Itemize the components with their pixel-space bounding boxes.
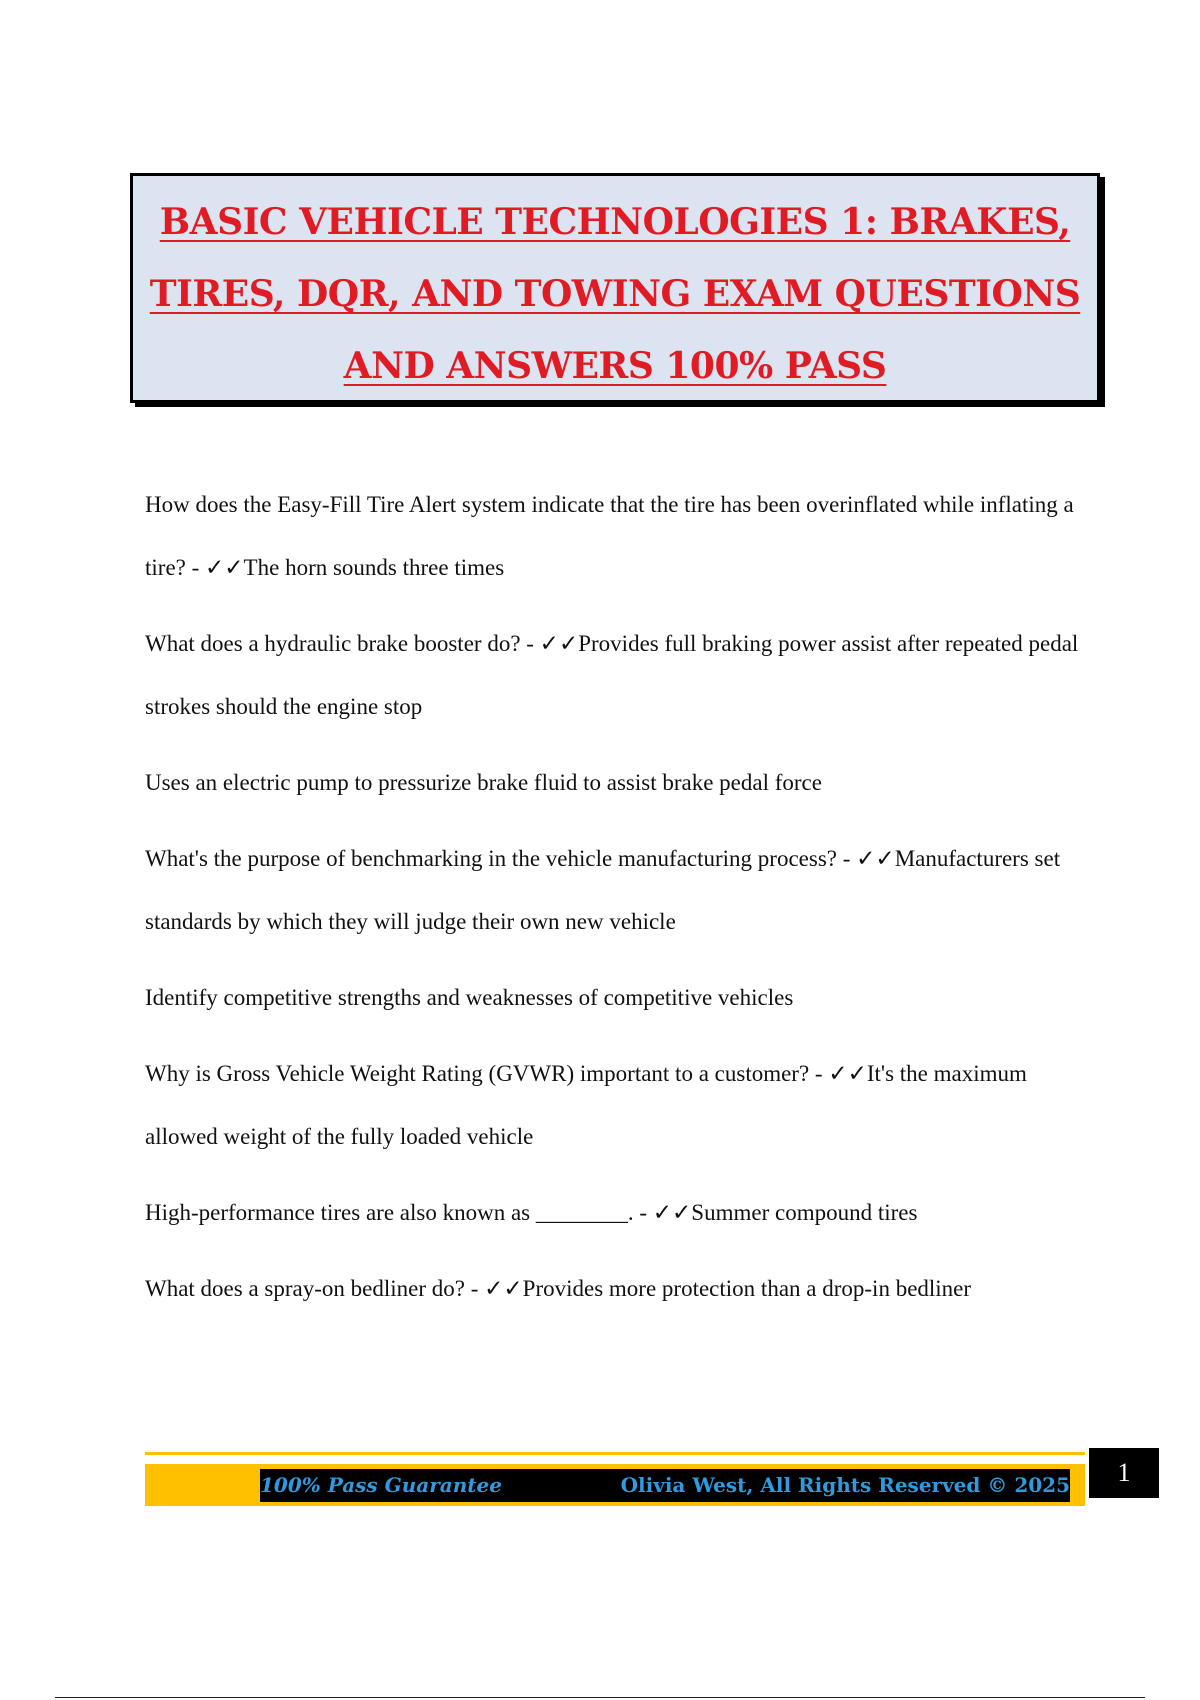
footer-guarantee-text: 100% Pass Guarantee bbox=[260, 1473, 502, 1497]
qa-item: What does a hydraulic brake booster do? - ✓✓Provides full braking power assist after repeated pedal strokes should the engine stop bbox=[145, 631, 1079, 719]
title-line-1: BASIC VEHICLE TECHNOLOGIES 1: BRAKES, bbox=[159, 201, 1071, 243]
qa-item: High-performance tires are also known as ________. - ✓✓Summer compound tires bbox=[145, 1200, 918, 1225]
qa-item: Identify competitive strengths and weaknesses of competitive vehicles bbox=[145, 985, 794, 1010]
title-line-3: AND ANSWERS 100% PASS bbox=[343, 345, 887, 387]
qa-item: Why is Gross Vehicle Weight Rating (GVWR) important to a customer? - ✓✓It's the maximum allowed weight of the fully loaded vehicle bbox=[145, 1061, 1027, 1149]
bottom-divider bbox=[55, 1697, 1145, 1698]
footer-text-band bbox=[260, 1469, 1070, 1502]
page-number: 1 bbox=[1089, 1448, 1159, 1498]
title-line-2: TIRES, DQR, AND TOWING EXAM QUESTIONS bbox=[149, 273, 1081, 315]
qa-list bbox=[145, 473, 1095, 1333]
qa-item: Uses an electric pump to pressurize brake fluid to assist brake pedal force bbox=[145, 770, 822, 795]
qa-item: What does a spray-on bedliner do? - ✓✓Provides more protection than a drop-in bedliner bbox=[145, 1276, 972, 1301]
footer-rule bbox=[145, 1452, 1085, 1455]
qa-item: How does the Easy-Fill Tire Alert system indicate that the tire has been overinflated while inflating a tire? - ✓✓The horn sounds three times bbox=[145, 492, 1074, 580]
footer-copyright-text: Olivia West, All Rights Reserved © 2025 bbox=[620, 1473, 1070, 1497]
page-footer bbox=[145, 1452, 1085, 1508]
title-box bbox=[130, 173, 1100, 403]
qa-item: What's the purpose of benchmarking in the vehicle manufacturing process? - ✓✓Manufacturers set standards by which they will judge their own new vehicle bbox=[145, 846, 1061, 934]
